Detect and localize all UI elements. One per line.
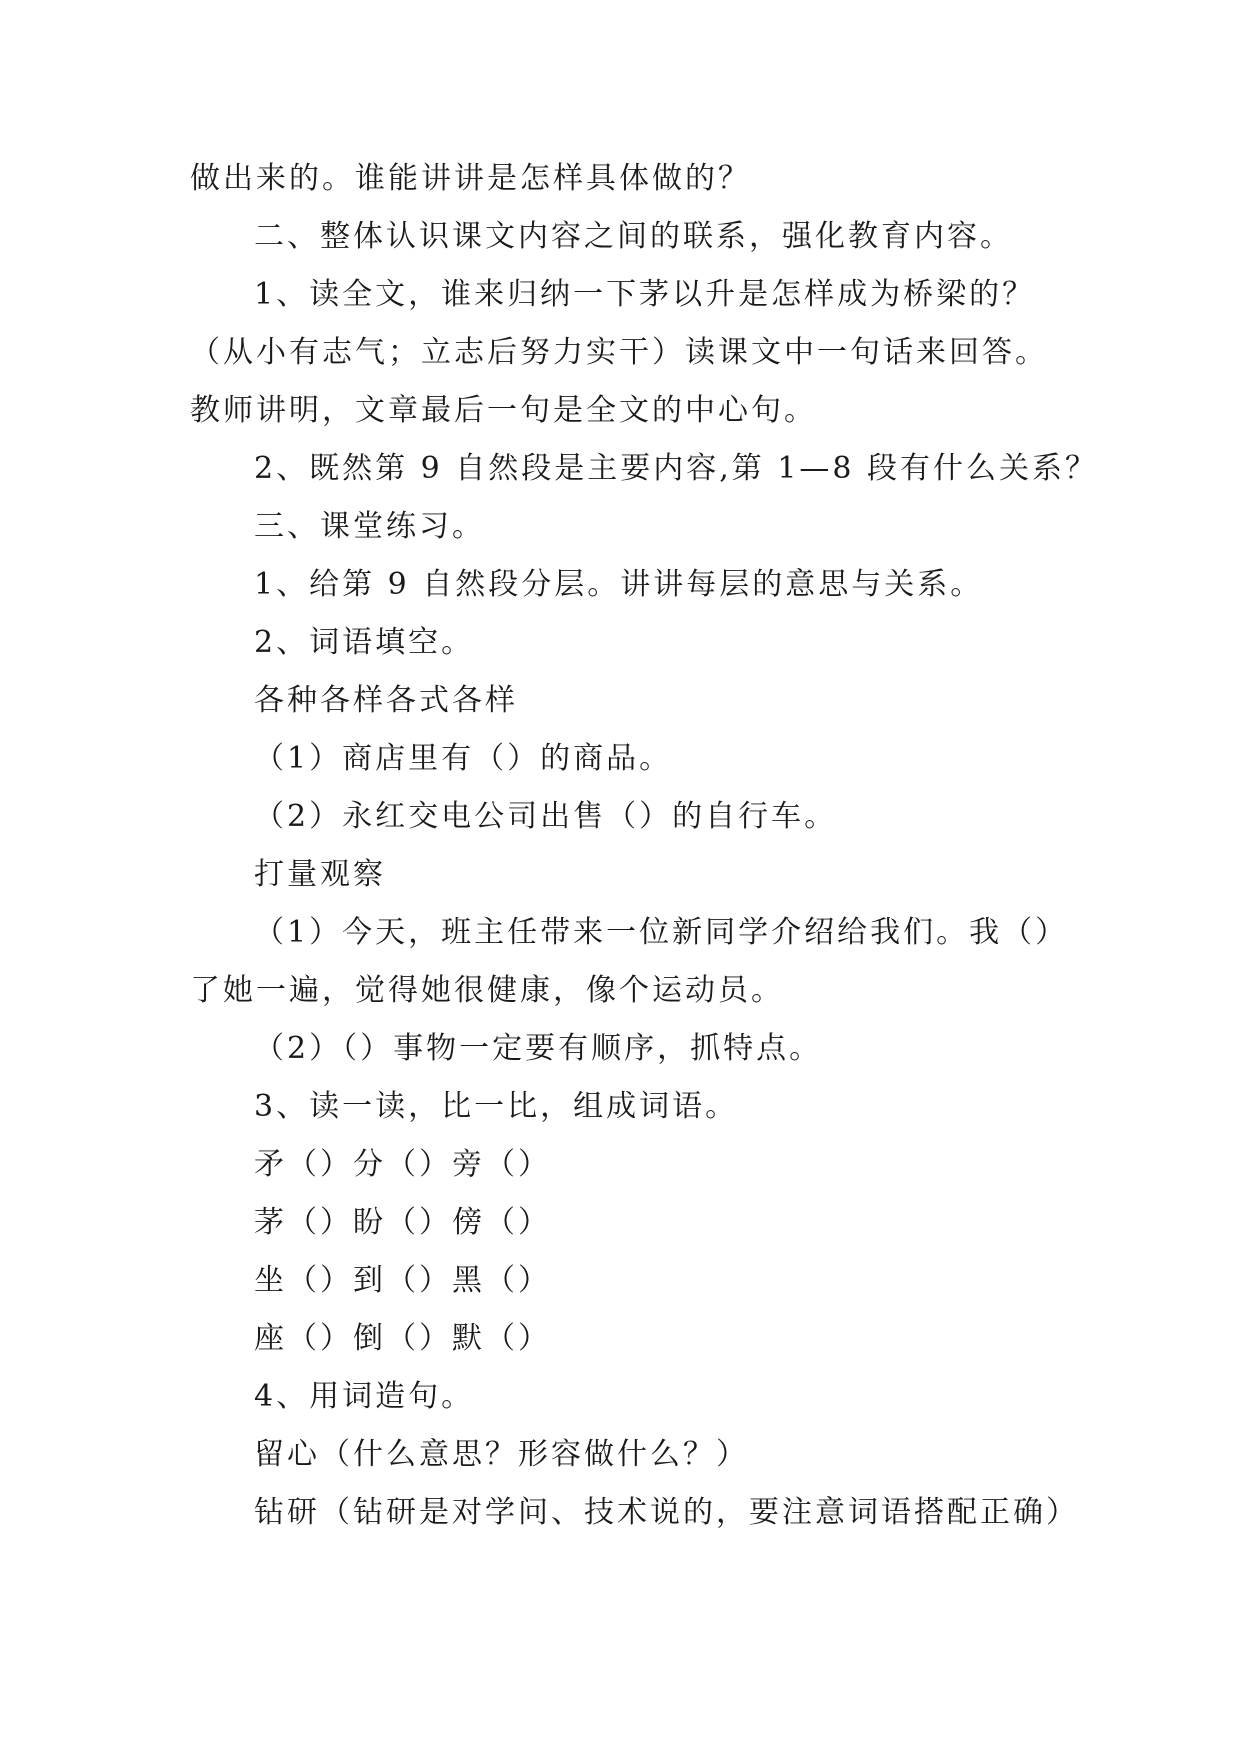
- fill-blank-item: （2）（）事物一定要有顺序，抓特点。: [254, 1031, 823, 1066]
- word-compare-row: 茅（）盼（）傍（）: [254, 1205, 551, 1240]
- text-line: 1、读全文，谁来归纳一下茅以升是怎样成为桥梁的？: [254, 277, 1036, 312]
- exercise-item: 4、用词造句。: [254, 1379, 475, 1414]
- sentence-word-item: 钻研（钻研是对学问、技术说的，要注意词语搭配正确）: [254, 1495, 1079, 1530]
- fill-blank-item: （1）商店里有（）的商品。: [254, 741, 673, 776]
- exercise-item: 2、词语填空。: [254, 625, 475, 660]
- word-options: 各种各样各式各样: [254, 683, 518, 718]
- fill-blank-item: （1）今天，班主任带来一位新同学介绍给我们。我（）: [254, 915, 1069, 950]
- word-compare-row: 座（）倒（）默（）: [254, 1321, 551, 1356]
- sentence-word-item: 留心（什么意思？形容做什么？）: [254, 1437, 749, 1472]
- exercise-item: 1、给第 9 自然段分层。讲讲每层的意思与关系。: [254, 567, 984, 602]
- section-heading: 二、整体认识课文内容之间的联系，强化教育内容。: [254, 219, 1013, 254]
- fill-blank-item: （2）永红交电公司出售（）的自行车。: [254, 799, 838, 834]
- document-body: [190, 150, 1099, 1542]
- section-heading: 三、课堂练习。: [254, 509, 485, 544]
- exercise-item: 3、读一读，比一比，组成词语。: [254, 1089, 739, 1124]
- word-compare-row: 矛（）分（）旁（）: [254, 1147, 551, 1182]
- text-line: 了她一遍，觉得她很健康，像个运动员。: [190, 973, 784, 1008]
- word-compare-row: 坐（）到（）黑（）: [254, 1263, 551, 1298]
- text-line: 2、既然第 9 自然段是主要内容,第 1—8 段有什么关系？: [254, 451, 1099, 486]
- text-line: （从小有志气；立志后努力实干）读课文中一句话来回答。: [190, 335, 1048, 370]
- word-options: 打量观察: [254, 857, 386, 892]
- text-line: 做出来的。谁能讲讲是怎样具体做的？: [190, 161, 751, 196]
- text-line: 教师讲明，文章最后一句是全文的中心句。: [190, 393, 817, 428]
